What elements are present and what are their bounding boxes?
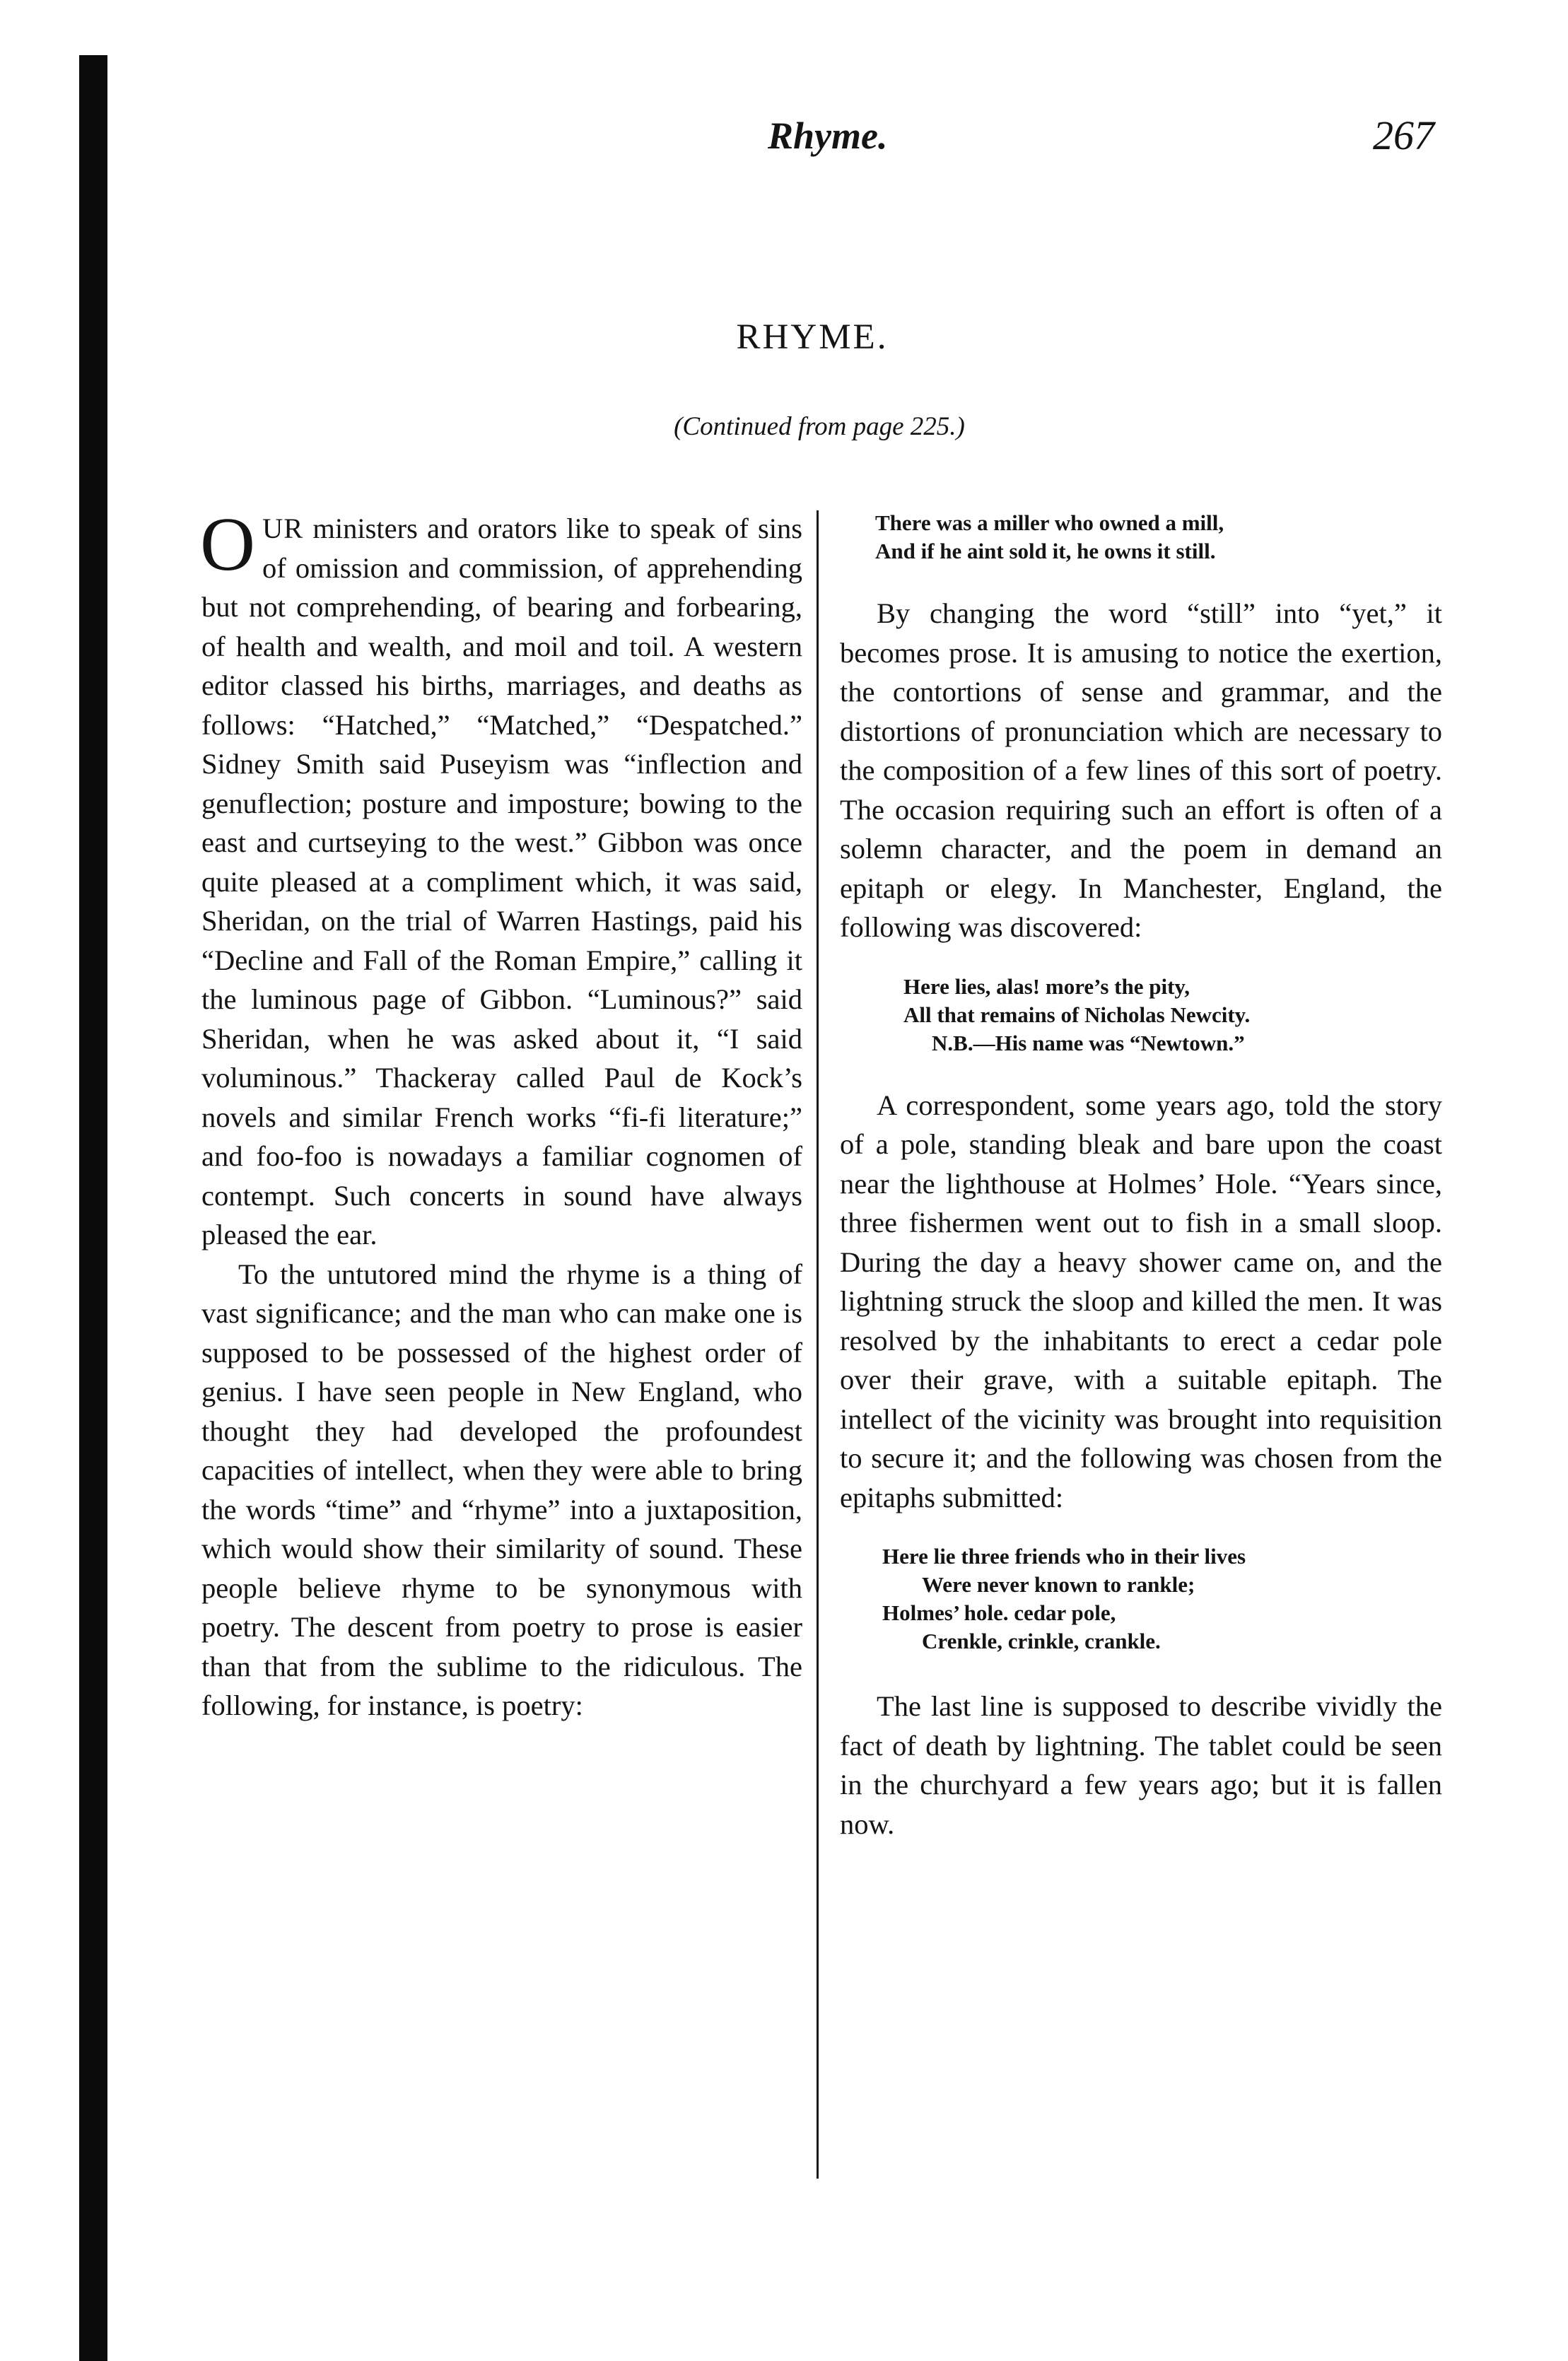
paragraph-pole: A correspondent, some years ago, told the story of a pole, standing bleak and bare upon the coast near the lighthouse at Holmes’ Hole. “Years since, three fishermen went out to fish in a small sloop. During the day a heavy shower came on, and the lightning struck the sloop and killed the men. It was resolved by the inhabitants to erect a cedar pole over their grave, with a suitable epitaph. The intellect of the vicinity was brought into requisition to secure it; and the following was chosen from the epitaphs submitted:	[840, 1089, 1442, 1513]
right-column	[840, 509, 1442, 1844]
left-column	[200, 503, 802, 1726]
verse-line: There was a miller who owned a mill,	[875, 510, 1224, 535]
verse-line: Here lie three friends who in their lives	[882, 1544, 1246, 1569]
paragraph-opening-text: ministers and orators like to speak of sins of omission and commission, of apprehending but not comprehending, of bearing and forbearing, of health and wealth, and moil and toil. A western editor classed his births, marriages, and deaths as follows: “Hatched,” “Matched,” “Despatched.” Sidney Smith said Puseyism was “inflection and genuflection; posture and imposture; bowing to the east and curtseying to the west.” Gibbon was once quite pleased at a compliment which, it was said, Sheridan, on the trial of Warren Hastings, paid his “Decline and Fall of the Roman Empire,” calling it the luminous page of Gibbon. “Luminous?” said Sheridan, when he was asked about it, “I said voluminous.” Thackeray called Paul de Kock’s novels and similar French works “fi-fi literature;” and foo-foo is nowadays a familiar cognomen of contempt. Such concerts in sound have always pleased the ear.	[201, 512, 802, 1250]
running-title: Rhyme.	[768, 115, 888, 157]
drop-cap: O	[200, 503, 255, 587]
verse-line: Holmes’ hole. cedar pole,	[882, 1600, 1116, 1625]
paragraph-untutored: To the untutored mind the rhyme is a thing of vast significance; and the man who can make one is supposed to be possessed of the highest order of genius. I have seen people in New England, who thought they had developed the profoundest capacities of intellect, when they were able to bring the words “time” and “rhyme” into a juxtaposition, which would show their similarity of sound. These people believe rhyme to be synonymous with poetry. The descent from poetry to prose is easier than that from the sublime to the ridiculous. The following, for instance, is poetry:	[201, 1258, 802, 1721]
verse-line: All that remains of Nicholas Newcity.	[903, 1002, 1251, 1027]
verse-line: And if he aint sold it, he owns it still.	[875, 539, 1216, 563]
verse-newcity	[903, 973, 1442, 1058]
paragraph-last: The last line is supposed to describe vividly the fact of death by lightning. The tablet could be seen in the churchyard a few years ago; but it is fallen now.	[840, 1690, 1442, 1840]
page-number: 267	[1373, 112, 1434, 158]
verse-line: Here lies, alas! more’s the pity,	[903, 973, 1190, 999]
verse-line: Were never known to rankle;	[922, 1572, 1195, 1597]
verse-fishermen	[882, 1542, 1442, 1656]
binding-edge	[79, 55, 107, 2361]
continued-note: (Continued from page 225.)	[674, 412, 965, 441]
paragraph-opening	[200, 503, 802, 1255]
verse-line: Crenkle, crinkle, crankle.	[922, 1629, 1161, 1653]
opening-caps: UR	[262, 512, 304, 544]
article-title: RHYME.	[736, 317, 889, 357]
paragraph-prose: By changing the word “still” into “yet,” it becomes prose. It is amusing to notice the exertion, the contortions of sense and grammar, and the distortions of pronunciation which are necessary to the composition of a few lines of this sort of poetry. The occasion requiring such an effort is often of a solemn character, and the poem in demand an epitaph or elegy. In Manchester, England, the following was discovered:	[840, 597, 1442, 943]
column-divider	[817, 510, 819, 2179]
verse-line: N.B.—His name was “Newtown.”	[932, 1030, 1245, 1055]
verse-miller	[875, 509, 1442, 566]
